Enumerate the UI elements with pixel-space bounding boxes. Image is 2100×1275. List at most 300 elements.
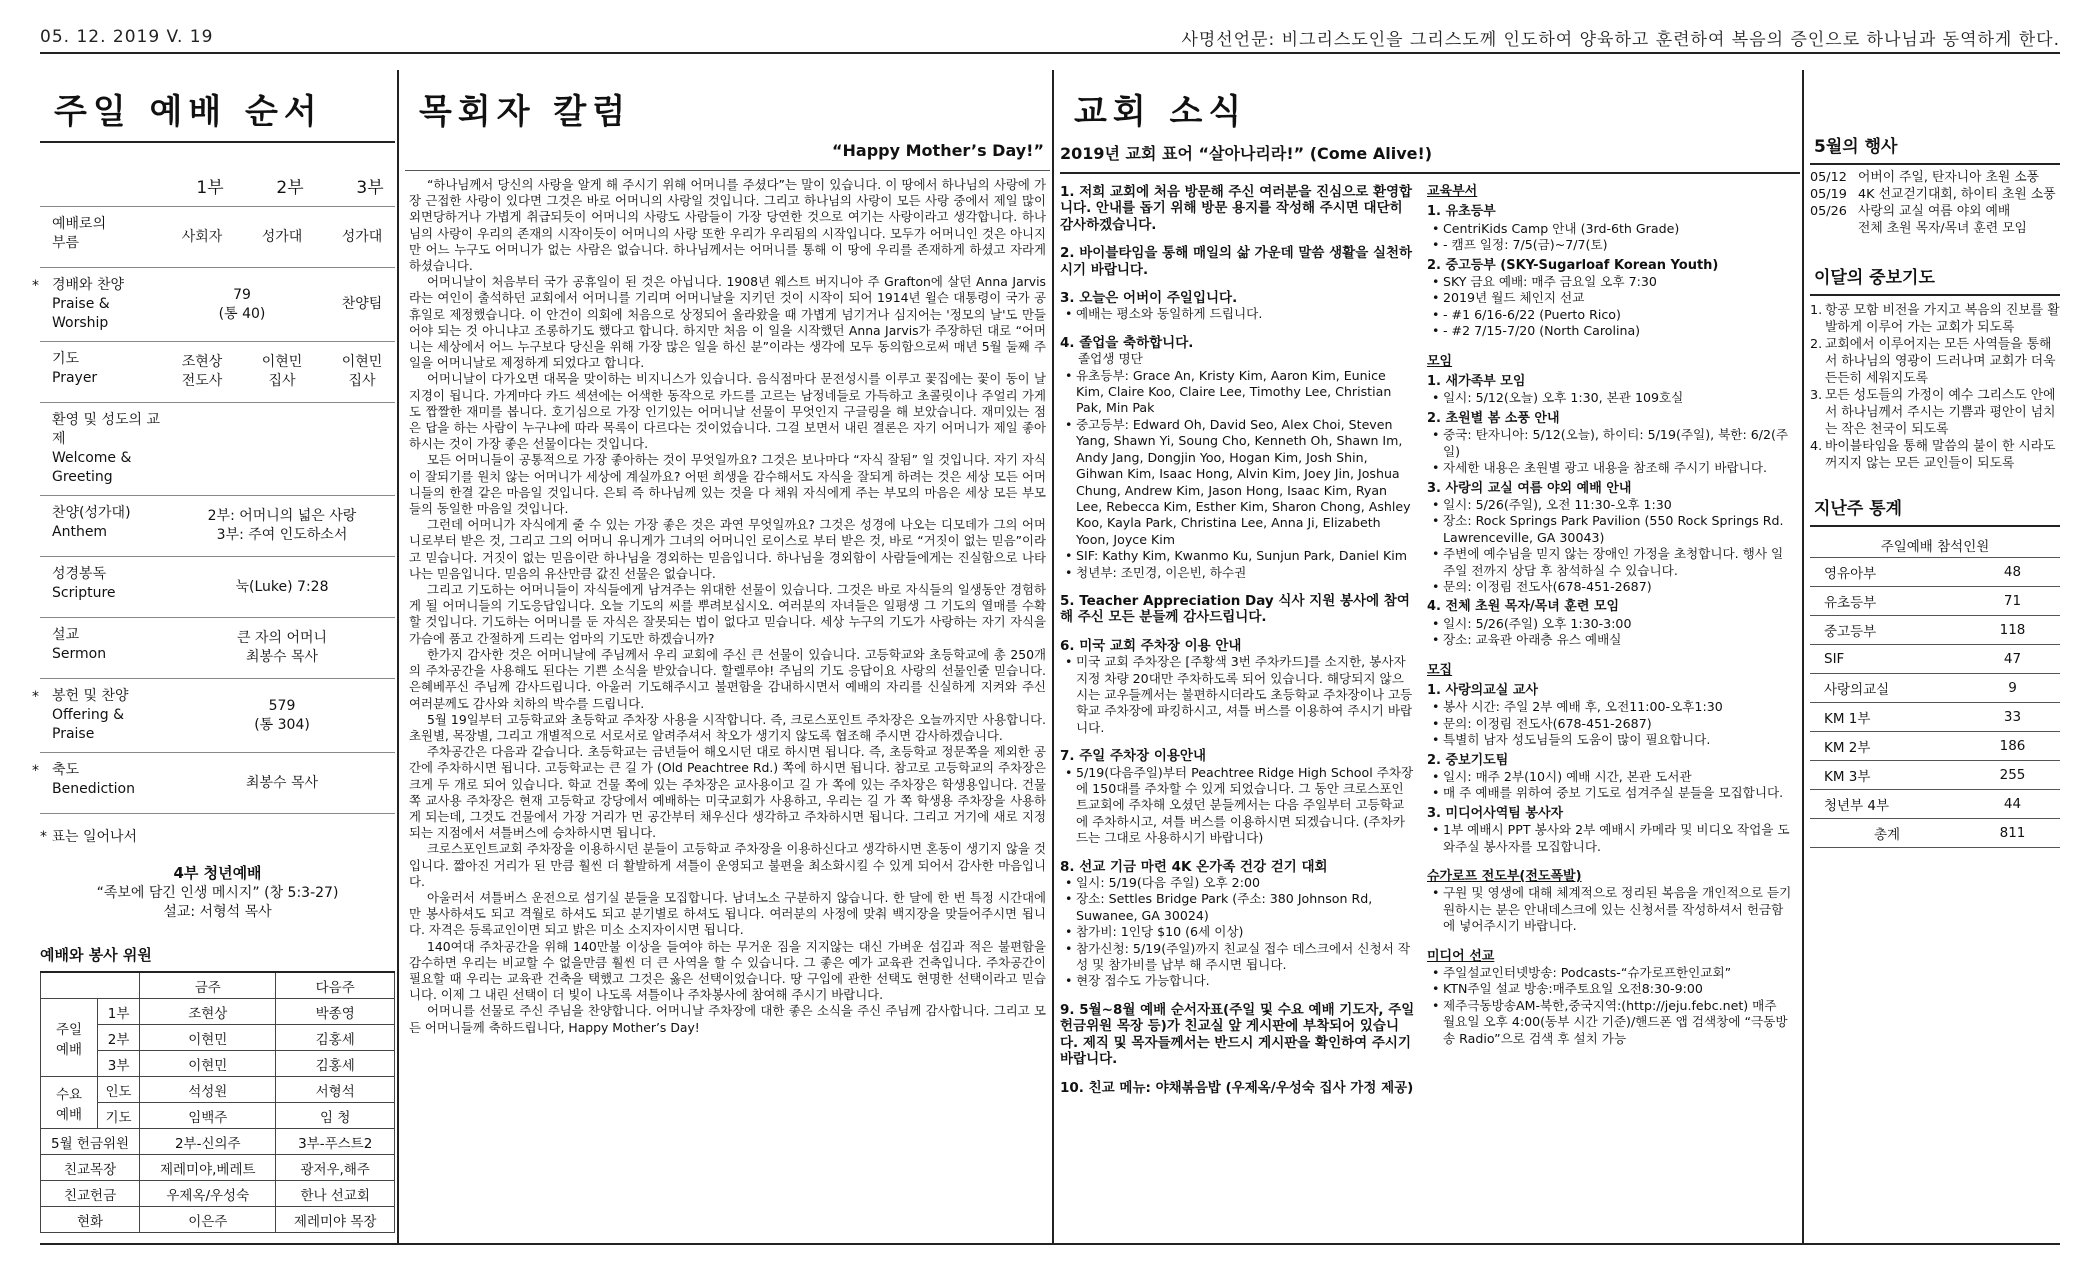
- prayer-text: 항공 모함 비전을 가지고 복음의 진보를 활발하게 이루어 가는 교회가 되도록: [1825, 303, 2060, 335]
- news-bullet: • 청년부: 조민경, 이은빈, 하수권: [1076, 565, 1415, 581]
- order-label-en: Benediction: [52, 781, 135, 797]
- standing-note: * 표는 일어나서: [40, 813, 395, 846]
- order-label-en: Anthem: [52, 524, 108, 540]
- order-label-en: Offering & Praise: [52, 707, 125, 742]
- order-value: [162, 578, 402, 597]
- department-bullet: • - #2 7/15-7/20 (North Carolina): [1443, 323, 1792, 339]
- order-label: [52, 215, 162, 259]
- department-heading: 슈가로프 전도부(전도폭발): [1427, 869, 1582, 885]
- news-item-title: 9. 5월~8월 예배 순서자표(주일 및 수요 예배 기도자, 주일 헌금위원 목장 등)가 친교실 앞 게시판에 부착되어 있습니다. 제직 및 목자들께서는 반드시 게시판을 확인하여 주시기 바랍니다.: [1060, 1001, 1415, 1068]
- attendance-table: [1810, 557, 2060, 848]
- committee-sub: 인도: [98, 1077, 140, 1103]
- department-bullets: [1427, 274, 1792, 340]
- news-item-title: 7. 주일 주차장 이용안내: [1060, 748, 1206, 765]
- worship-order-row: [40, 206, 395, 267]
- committee-next-week: 김홍세: [276, 1051, 395, 1077]
- attendance-group: 중고등부: [1810, 616, 1965, 645]
- department-item-title: 3. 사랑의 교실 여름 야외 예배 안내: [1427, 480, 1632, 496]
- news-item-title: 10. 친교 메뉴: 야채볶음밥 (우제옥/우성숙 집사 가정 제공): [1060, 1079, 1414, 1096]
- news-item-title: 1. 저희 교회에 처음 방문해 주신 여러분을 진심으로 환영합니다. 안내를 돕기 위해 방문 용지를 작성해 주시면 대단히 감사하겠습니다.: [1060, 184, 1413, 233]
- event-text: 전체 초원 목자/목녀 훈련 모임: [1858, 221, 2027, 236]
- order-label-en: Prayer: [52, 370, 98, 386]
- order-label: [52, 411, 162, 487]
- service-columns-header: [60, 173, 395, 198]
- committee-row: [41, 1077, 395, 1103]
- attendance-count: 71: [1965, 587, 2060, 616]
- service-committee-title: 예배와 봉사 위원: [40, 946, 152, 964]
- department-heading: 모임: [1427, 353, 1453, 369]
- department-bullet: • 봉사 시간: 주일 2부 예배 후, 오전11:00-오후1:30: [1443, 699, 1792, 715]
- news-item: [1060, 1002, 1415, 1068]
- attendance-group: 사랑의교실: [1810, 674, 1965, 703]
- department-bullet: • 2019년 월드 체인지 선교: [1443, 290, 1792, 306]
- order-value-line: 최봉수 목사: [245, 774, 319, 791]
- attendance-row: [1810, 558, 2060, 587]
- order-value-name: 조현상: [181, 354, 223, 370]
- order-label-ko: 축도: [52, 762, 80, 778]
- department-item: [1427, 599, 1792, 648]
- committee-next-week: 광저우,해주: [276, 1155, 395, 1181]
- attendance-count: 118: [1965, 616, 2060, 645]
- committee-sub: 기도: [98, 1103, 140, 1129]
- column-divider: [397, 70, 399, 1243]
- standing-mark: *: [32, 278, 39, 294]
- attendance-group: 유초등부: [1810, 587, 1965, 616]
- order-value-line: 큰 자의 어머니: [236, 630, 328, 646]
- column-paragraph: 아울러서 셔틀버스 운전으로 섬기실 분들을 모집합니다. 남녀노소 구분하지 않습니다. 한 달에 한 번 특정 시간대에만 봉사하셔도 되고 격월로 하셔도 되고 분기별로 하셔도 됩니다. 여러분의 사정에 맞춰 백지장을 맞들어주시면 됩니다. 자격은 등록교인이면 되고 밝은 미소 소지자이시면 됩니다.: [409, 889, 1046, 938]
- department-bullet: • 문의: 이정림 전도사(678-451-2687): [1443, 579, 1792, 595]
- order-value-title: 집사: [348, 373, 376, 389]
- prayer-item: [1810, 438, 2060, 472]
- department-bullets: [1427, 221, 1792, 254]
- worship-order-row: [40, 402, 395, 495]
- event-date: 05/26: [1810, 204, 1847, 219]
- committee-row: [41, 1207, 395, 1233]
- department-item: [1427, 204, 1792, 253]
- committee-this-week: 이현민: [140, 1025, 276, 1051]
- attendance-row: [1810, 645, 2060, 674]
- event-date: 05/12: [1810, 170, 1847, 185]
- order-value-name: 사회자: [181, 228, 223, 245]
- service-committee-table: [40, 971, 395, 1233]
- order-label-ko: 봉헌 및 찬양: [52, 688, 129, 704]
- news-item: [1060, 638, 1415, 736]
- attendance-count: 9: [1965, 674, 2060, 703]
- order-value: [162, 507, 402, 545]
- column-paragraph: 어머니날이 다가오면 대목을 맞이하는 비지니스가 있습니다. 음식점마다 문전성시를 이루고 꽃집에는 꽃이 동이 날 지경이 됩니다. 가게마다 카드 섹션에는 어색한 동작으로 카드를 고르는 남정네들로 가득하고 초콜릿이나 주얼리 가게도 짭짤한 재미를 봅니다. 호기심으로 가장 인기있는 어머니날 선물이 무엇인지 구글링을 해 보았습니다. 재미있는 점은 답을 하는 사람이 누구냐에 따라 목록이 다르다는 것이었습니다. 그걸 보면서 내린 결론은 자기 어머니가 제일 좋아하시는 것이 가장 좋은 선물이다는 것입니다.: [409, 371, 1046, 452]
- department-item-title: 1. 사랑의교실 교사: [1427, 682, 1538, 698]
- order-value-name: 성가대: [261, 228, 303, 245]
- news-item-bullets: [1060, 875, 1415, 990]
- order-label-en: Sermon: [52, 646, 107, 662]
- order-value-name: 성가대: [341, 228, 383, 245]
- attendance-group: 영유아부: [1810, 558, 1965, 587]
- attendance-total-row: [1810, 819, 2060, 848]
- department-item-title: 1. 유초등부: [1427, 204, 1496, 220]
- column-paragraph: 어머니를 선물로 주신 주님을 찬양합니다. 어머니날 주차장에 대한 좋은 소식을 주신 주님께 감사합니다. 그리고 모든 어머니들께 축하드립니다, Happy Mother’s Day!: [409, 1003, 1046, 1035]
- department-bullets: [1427, 885, 1792, 934]
- footer-line: [40, 1243, 2060, 1245]
- department-bullet: • 제주극동방송AM-북한,중국지역:(http://jeju.febc.net) 매주 월요일 오후 4:00(동부 시간 기준)/핸드폰 앱 검색창에 “극동방송 Radio”으로 검색 후 설치 가능: [1443, 998, 1792, 1047]
- divider: [40, 141, 395, 143]
- news-column: [1060, 70, 1800, 1243]
- column-paragraph: 모든 어머니들이 공통적으로 가장 좋아하는 것이 무엇일까요? 그것은 보나마다 “자식 잘됨” 일 것입니다. 자기 자식이 잘되기를 원치 않는 어머니가 세상에 계실까요? 어떤 희생을 감수해서도 자식을 잘되게 하려는 것은 세상 모든 어머니들의 한결 같은 마음일 것입니다. 은퇴 즉 하나님께 있는 것을 다 채워 자식에게 주는 부모의 마음은 세상 모든 부모들의 동일한 마음일 것입니다.: [409, 452, 1046, 517]
- department-bullet: • 일시: 5/26(주일) 오후 1:30-3:00: [1443, 616, 1792, 632]
- order-label-en: Scripture: [52, 585, 116, 601]
- order-label-ko: 환영 및 성도의 교제: [52, 412, 161, 447]
- service-col-2: 2부: [276, 178, 304, 198]
- order-label-ko: 예배로의: [52, 216, 107, 232]
- news-item: [1060, 859, 1415, 990]
- order-label-ko: 성경봉독: [52, 566, 107, 582]
- department-bullets: [1427, 616, 1792, 649]
- news-title: 교회 소식: [1074, 92, 1248, 132]
- committee-row: [41, 1155, 395, 1181]
- attendance-count: 33: [1965, 703, 2060, 732]
- news-item-title: 5. Teacher Appreciation Day 식사 지원 봉사에 참여해 주신 모든 분들께 감사드립니다.: [1060, 592, 1410, 626]
- youth-service-text: “족보에 담긴 인생 메시지” (창 5:3-27): [96, 885, 339, 901]
- committee-next-week: 임 청: [276, 1103, 395, 1129]
- service-col-3: 3부: [356, 178, 384, 198]
- department-item: [1427, 683, 1792, 749]
- worship-order-row: [40, 495, 395, 556]
- divider: [1810, 525, 2060, 527]
- department-bullets: [1427, 497, 1792, 595]
- committee-next-week: 김홍세: [276, 1025, 395, 1051]
- hymn-number: [162, 286, 322, 324]
- stats-caption: 주일예배 참석인원: [1880, 539, 1990, 555]
- order-value: [162, 774, 402, 793]
- news-item-bullets: [1060, 368, 1415, 581]
- column-paragraph: 어머니날이 처음부터 국가 공휴일이 된 것은 아닙니다. 1908년 웨스트 버지니아 주 Grafton에 살던 Anna Jarvis라는 여인이 출석하던 교회에서 어머니를 기리며 어머니날을 지키던 것이 시작이 되어 1914년 윌슨 대통령이 국가 공휴일로 제정했습니다. 이 안건이 의회에 처음으로 상정되어 올라왔을 때 가볍게 넘기거나 심지어는 '정모의 날'도 만들어야 되는 것 아니냐고 조롱하기도 했다고 합니다. 하지만 처음 이 일을 시작했던 Anna Jarvis가 주장하던 대로 “어머니는 세상에서 어느 누구보다 당신을 위해 가장 많은 일을 하신 분”이라는 생각에 모두 동의함으로써 매년 5월 둘째 주일을 어머니날로 제정하게 되었다고 합니다.: [409, 274, 1046, 371]
- committee-sub: 1부: [98, 999, 140, 1025]
- attendance-group: SIF: [1810, 645, 1965, 674]
- column-divider: [1052, 70, 1054, 1243]
- department-bullet: • 일시: 5/26(주일), 오전 11:30-오후 1:30: [1443, 497, 1792, 513]
- order-value: [322, 353, 402, 391]
- attendance-row: [1810, 732, 2060, 761]
- order-label-ko: 설교: [52, 627, 80, 643]
- department-bullet: • 문의: 이정림 전도사(678-451-2687): [1443, 716, 1792, 732]
- department-bullet: • 장소: Rock Springs Park Pavilion (550 Rock Springs Rd. Lawrenceville, GA 30043): [1443, 513, 1792, 546]
- column-paragraph: 그런데 어머니가 자식에게 줄 수 있는 가장 좋은 것은 과연 무엇일까요? 그것은 성경에 나오는 디모데가 그의 어머니로부터 받은 것, 그리고 그의 어머니 유니게가 그녀의 어머니인 로이스로 부터 받은 것, 바로 “거짓이 없는 믿음”이라고 믿습니다. 거짓이 없는 믿음이란 하나님을 경외하는 믿음입니다. 하나님을 경외함이 사람들에게는 진실함으로 나타나는 믿음입니다. 믿음의 유산만큼 값진 선물은 없습니다.: [409, 517, 1046, 581]
- page-header: [40, 22, 2060, 54]
- committee-next-week: 박종영: [276, 999, 395, 1025]
- department-bullet: • 주변에 예수님을 믿지 않는 장애인 가정을 초청합니다. 행사 일주일 전까지 상담 후 참석하실 수 있습니다.: [1443, 546, 1792, 579]
- committee-this-week: 이은주: [140, 1207, 276, 1233]
- department-news: [1427, 184, 1792, 1108]
- order-value: [162, 697, 402, 735]
- order-label-en: Worship: [52, 315, 109, 331]
- news-item-title: 4. 졸업을 축하합니다.: [1060, 334, 1194, 351]
- youth-service-title: 4부 청년예배: [173, 864, 262, 882]
- department-item-title: 1. 새가족부 모임: [1427, 374, 1526, 390]
- worship-title: 주일 예배 순서: [54, 92, 323, 132]
- hymn-number-new: 79: [233, 286, 251, 303]
- department-bullet: • 일시: 5/12(오늘) 오후 1:30, 본관 109호실: [1443, 390, 1792, 406]
- department-bullets: [1427, 822, 1792, 855]
- prayer-number: 2.: [1810, 337, 1823, 352]
- order-value: [242, 228, 322, 247]
- news-item-title: 8. 선교 기금 마련 4K 온가족 건강 걷기 대회: [1060, 858, 1328, 875]
- news-item: [1060, 245, 1415, 278]
- order-label: [52, 761, 162, 805]
- news-subtitle: 2019년 교회 표어 “살아나리라!” (Come Alive!): [1060, 144, 1433, 163]
- prayer-number: 4.: [1810, 439, 1823, 454]
- news-item-title: 6. 미국 교회 주차장 이용 안내: [1060, 637, 1242, 654]
- order-values: [162, 215, 402, 259]
- divider: [1810, 294, 2060, 296]
- committee-row: [41, 1181, 395, 1207]
- committee-next-week: 제레미야 목장: [276, 1207, 395, 1233]
- column-paragraph: 한가지 감사한 것은 어머니날에 주님께서 우리 교회에 주신 큰 선물이 있습니다. 고등학교와 초등학교에 총 250개의 주차공간을 사용해도 된다는 기쁜 소식을 받았습니다. 할렐루야! 주님의 기도 응답이요 사랑의 선물인줄 믿습니다. 은혜베푸신 주님께 감사드립니다. 아울러 기도해주시고 불편함을 감내하시면서 예배의 자리를 신실하게 지켜와 주신 여러분께도 감사와 치하의 박수를 드립니다.: [409, 646, 1046, 711]
- news-item-note: 졸업생 명단: [1078, 351, 1143, 367]
- department-item-title: 2. 중보기도팀: [1427, 752, 1509, 768]
- order-value: [162, 353, 242, 391]
- attendance-total-count: 811: [1965, 819, 2060, 848]
- committee-this-week: 우제옥/우성숙: [140, 1181, 276, 1207]
- committee-next-week: 한나 선교회: [276, 1181, 395, 1207]
- order-value: [162, 629, 402, 667]
- order-value-line: 579: [268, 697, 296, 714]
- prayer-number: 3.: [1810, 388, 1823, 403]
- department-item-title: 3. 미디어사역팀 봉사자: [1427, 805, 1564, 821]
- news-bullet: • 중고등부: Edward Oh, David Seo, Alex Choi, Steven Yang, Shawn Yi, Soung Cho, Kenneth Oh, Shawn Im, Andy Jang, Dongjin Yoo, Hogan Kim, Josh Shin, Gihwan Kim, Isaac Hong, Alvin Kim, Joey Jin, Joshua Chung, Andrew Kim, Jason Hong, Isaac Kim, Ryan Lee, Rebecca Kim, Esther Kim, Sharon Chong, Ashley Koo, Kayla Park, Christina Lee, Anna Ji, Elizabeth Yoon, Joyce Kim: [1076, 417, 1415, 548]
- order-label-en: 부름: [52, 235, 80, 251]
- column-divider: [1802, 70, 1804, 1243]
- news-item-bullets: [1060, 765, 1415, 847]
- department-bullet: • 특별히 남자 성도님들의 도움이 많이 필요합니다.: [1443, 732, 1792, 748]
- mission-statement: 사명선언문: 비그리스도인을 그리스도께 인도하여 양육하고 훈련하여 복음의 증인으로 하나님과 동역하게 한다.: [1181, 29, 2060, 50]
- news-item-bullets: [1060, 654, 1415, 736]
- worship-order-row: [40, 341, 395, 402]
- news-item: [1060, 290, 1415, 323]
- department-heading: 미디어 선교: [1427, 948, 1495, 964]
- news-bullet: • 참가신청: 5/19(주일)까지 친교실 접수 데스크에서 신청서 작성 및 참가비를 납부 해 주시면 됩니다.: [1076, 941, 1415, 974]
- column-paragraph: 크로스포인트교회 주차장을 이용하시던 분들이 고등학교 주차장을 이용하신다고 생각하시면 혼동이 생기지 않을 것입니다. 짧아진 거리가 된 만큼 훨씬 더 활발하게 셔틀이 운영되고 불편을 최소화시킬 수 있게 되어서 감사한 마음입니다.: [409, 841, 1046, 889]
- news-bullet: • 참가비: 1인당 $10 (6세 이상): [1076, 924, 1415, 940]
- order-label-ko: 기도: [52, 351, 80, 367]
- event-text: 어버이 주일, 탄자니아 초원 소풍: [1858, 170, 2040, 185]
- order-value-line: 2부: 어머니의 넓은 사랑: [207, 508, 357, 524]
- prayer-item: [1810, 336, 2060, 387]
- department-bullet: • 매 주 예배를 위하여 중보 기도로 섬겨주실 분들을 모집합니다.: [1443, 785, 1792, 801]
- department-bullet: • 중국: 탄자니아: 5/12(오늘), 하이티: 5/19(주일), 북한: 6/2(주일): [1443, 427, 1792, 460]
- order-value-name: 이현민: [341, 354, 383, 370]
- order-label-en: Welcome & Greeting: [52, 450, 132, 485]
- column-paragraph: 5월 19일부터 고등학교와 초등학교 주차장 사용을 시작합니다. 즉, 크로스포인트 주차장은 오늘까지만 사용합니다. 초원별, 목장별, 그리고 개별적으로 서로서로 알려주셔서 착오가 생기지 않도록 협조해 주시면 감사하겠습니다.: [409, 711, 1046, 743]
- sidebar-column: [1810, 70, 2060, 1243]
- department-item: [1427, 481, 1792, 596]
- committee-role: 5월 헌금위원: [41, 1129, 140, 1155]
- attendance-group: 청년부 4부: [1810, 790, 1965, 819]
- attendance-count: 255: [1965, 761, 2060, 790]
- department-heading: 교육부서: [1427, 184, 1478, 199]
- news-bullet: • 예배는 평소와 동일하게 드립니다.: [1076, 306, 1415, 322]
- event-row: [1810, 220, 2060, 237]
- committee-this-week: 2부-신의주: [140, 1129, 276, 1155]
- prayer-item: [1810, 387, 2060, 438]
- youth-service-preacher: 설교: 서형석 목사: [163, 904, 272, 920]
- committee-role: 친교헌금: [41, 1181, 140, 1207]
- hymn-number-old: (통 40): [218, 305, 266, 322]
- department-bullets: [1427, 427, 1792, 476]
- column-paragraph: “하나님께서 당신의 사랑을 알게 해 주시기 위해 어머니를 주셨다”는 말이 있습니다. 이 땅에서 하나님의 사랑에 가장 근접한 사랑이 있다면 그것은 바로 어머니의 사랑일 것입니다. 그리고 하나님의 사랑이 모든 사랑 중에서 제일 많이 외면당하거나 가볍게 취급되듯이 어머니의 사랑도 사람들이 가장 당연한 것으로 여기는 사랑이라고 생각합니다. 하나님의 사랑이 우리의 존재의 시작이듯이 어머니의 사랑 또한 우리가 우리됨의 시작입니다. 모두가 어머니인 것은 아니지만 어느 누구도 어머니가 없는 사람은 없습니다. 하나님께서는 어머니를 통해 이 땅에 우리를 존재하게 하셨고 자라게 하셨습니다.: [409, 177, 1046, 274]
- order-values: [162, 350, 402, 394]
- news-bullet: • 미국 교회 주차장은 [주황색 3번 주차카드]를 소지한, 봉사자 지정 차량 20대만 주차하도록 되어 있습니다. 해당되지 않으시는 교우들께서는 불편하시더라도 초등학교 주차장이나 고등학교 주차장에 파킹하시고, 셔틀 버스를 이용하여 주시기 바랍니다.: [1076, 654, 1415, 736]
- prayer-number: 1.: [1810, 303, 1823, 318]
- prayer-item: [1810, 302, 2060, 336]
- department-item: [1427, 885, 1792, 934]
- committee-row: [41, 1129, 395, 1155]
- committee-role: 현화: [41, 1207, 140, 1233]
- department-item-title: 2. 초원별 봄 소풍 안내: [1427, 410, 1560, 426]
- order-value-title: 전도사: [181, 373, 223, 389]
- next-week-header: 다음주: [276, 972, 395, 999]
- department-bullets: [1427, 699, 1792, 748]
- this-week-header: 금주: [140, 972, 276, 999]
- event-date: 05/19: [1810, 187, 1847, 202]
- attendance-count: 44: [1965, 790, 2060, 819]
- committee-this-week: 임백주: [140, 1103, 276, 1129]
- department-bullet: • KTN주일 설교 방송:매주토요일 오전8:30-9:00: [1443, 981, 1792, 997]
- worship-order-list: [32, 206, 395, 813]
- committee-sub: 2부: [98, 1025, 140, 1051]
- events-title: 5월의 행사: [1814, 137, 1898, 157]
- column-paragraph: 주차공간은 다음과 같습니다. 초등학교는 금년들어 해오시던 대로 하시면 됩니다. 즉, 초등학교 정문쪽을 제외한 공간에 주차하시면 됩니다. 고등학교는 큰 길 가 (Old Peachtree Rd.) 쪽에 하시면 됩니다. 참고로 고등학교의 주차장은 크게 두 개로 되어 있습니다. 학교 건물 쪽에 있는 주차장은 교사용이고 길 가 쪽에 있는 주차장은 학생용입니다. 건물 쪽 교사용 주차장은 현재 고등학교 강당에서 예배하는 미국교회가 사용하고, 우리는 길 가 쪽 학생용 주차장을 사용하게 되는데, 그것도 건물에서 가장 거리가 먼 공간부터 채우신다 생각하고 주차하시면 됩니다. 그리고 거기에 새로 지정되는 지점에서 셔틀버스에 승차하시면 됩니다.: [409, 744, 1046, 841]
- divider: [1810, 163, 2060, 165]
- department-heading: 모집: [1427, 662, 1453, 678]
- order-value: [322, 228, 402, 247]
- committee-this-week: 석성원: [140, 1077, 276, 1103]
- order-label-en: Praise &: [52, 296, 110, 312]
- committee-next-week: 3부-푸스트2: [276, 1129, 395, 1155]
- pastor-column-subtitle: “Happy Mother’s Day!”: [832, 141, 1044, 160]
- order-value: [162, 228, 242, 247]
- order-value-line: 눅(Luke) 7:28: [235, 578, 329, 595]
- committee-group: 주일 예배: [41, 999, 98, 1077]
- order-label: [52, 504, 162, 548]
- attendance-row: [1810, 790, 2060, 819]
- attendance-group: KM 1부: [1810, 703, 1965, 732]
- news-list: [1060, 184, 1427, 1108]
- department-item: [1427, 374, 1792, 407]
- department-bullet: • 주일설교인터넷방송: Podcasts-“슈가로프한인교회”: [1443, 965, 1792, 981]
- department-bullet: • - #1 6/16-6/22 (Puerto Rico): [1443, 307, 1792, 323]
- order-value-title: 집사: [268, 373, 296, 389]
- attendance-total-label: 총계: [1810, 819, 1965, 848]
- worship-column: [32, 70, 395, 1243]
- department-bullet: • 일시: 매주 2부(10시) 예배 시간, 본관 도서관: [1443, 769, 1792, 785]
- department-item: [1427, 411, 1792, 477]
- order-label-ko: 찬양(성가대): [52, 505, 131, 521]
- attendance-count: 47: [1965, 645, 2060, 674]
- department-item: [1427, 965, 1792, 1047]
- prayer-text: 바이블타임을 통해 말씀의 불이 한 시라도 꺼지지 않는 모든 교인들이 되도록: [1825, 439, 2056, 471]
- stats-title: 지난주 통계: [1814, 499, 1903, 519]
- committee-this-week: 제레미야,베레트: [140, 1155, 276, 1181]
- pastor-column-title: 목회자 칼럼: [419, 92, 632, 132]
- order-value: [242, 353, 322, 391]
- standing-mark: *: [32, 763, 39, 779]
- news-item: [1060, 593, 1415, 626]
- order-value-name: 이현민: [261, 354, 303, 370]
- department-item-title: 2. 중고등부 (SKY-Sugarloaf Korean Youth): [1427, 257, 1719, 273]
- news-bullet: • 장소: Settles Bridge Park (주소: 380 Johnson Rd, Suwanee, GA 30024): [1076, 891, 1415, 924]
- committee-sub: 3부: [98, 1051, 140, 1077]
- news-item-title: 2. 바이블타임을 통해 매일의 삶 가운데 말씀 생활을 실천하시기 바랍니다.: [1060, 245, 1413, 278]
- worship-order-row: [40, 617, 395, 678]
- department-item: [1427, 806, 1792, 855]
- department-bullet: • CentriKids Camp 안내 (3rd-6th Grade): [1443, 221, 1792, 237]
- divider: [1060, 172, 1800, 174]
- order-label: [52, 565, 162, 609]
- news-item: [1060, 1080, 1415, 1096]
- attendance-row: [1810, 761, 2060, 790]
- committee-role: 친교목장: [41, 1155, 140, 1181]
- prayer-text: 교회에서 이루어지는 모든 사역들을 통해서 하나님의 영광이 드러나며 교회가 더욱 든든히 세워지도록: [1825, 337, 2056, 386]
- pastor-column-body: [405, 171, 1050, 1036]
- event-text: 4K 선교걷기대회, 하이티 초원 소풍: [1858, 187, 2056, 202]
- service-col-1: 1부: [196, 178, 224, 198]
- news-bullet: • 유초등부: Grace An, Kristy Kim, Aaron Kim, Eunice Kim, Claire Koo, Claire Lee, Timothy Lee, Christian Pak, Min Pak: [1076, 368, 1415, 417]
- department-bullet: • 장소: 교육관 아래층 유스 예배실: [1443, 632, 1792, 648]
- pastor-column: [405, 70, 1050, 1243]
- news-bullet: • 현장 접수도 가능합니다.: [1076, 973, 1415, 989]
- news-bullet: • SIF: Kathy Kim, Kwanmo Ku, Sunjun Park, Daniel Kim: [1076, 548, 1415, 564]
- committee-next-week: 서형석: [276, 1077, 395, 1103]
- department-bullet: • 구원 및 영생에 대해 체계적으로 정리된 복음을 개인적으로 듣기 원하시는 분은 안내데스크에 있는 신청서를 작성하셔서 헌금함에 넣어주시기 바랍니다.: [1443, 885, 1792, 934]
- order-value-line: (통 304): [254, 716, 310, 733]
- attendance-count: 48: [1965, 558, 2060, 587]
- department-item-title: 4. 전체 초원 목자/목녀 훈련 모임: [1427, 599, 1620, 615]
- attendance-row: [1810, 703, 2060, 732]
- department-bullets: [1427, 769, 1792, 802]
- prayer-list: [1810, 302, 2060, 472]
- attendance-group: KM 2부: [1810, 732, 1965, 761]
- event-text: 사랑의 교실 여름 야외 예배: [1858, 204, 2011, 219]
- department-bullet: • - 캠프 일정: 7/5(금)~7/7(토): [1443, 237, 1792, 253]
- news-item-bullets: [1060, 306, 1415, 322]
- order-label: [52, 350, 162, 394]
- news-item-title: 3. 오늘은 어버이 주일입니다.: [1060, 290, 1238, 307]
- worship-order-row: [32, 752, 395, 813]
- order-value-line: 3부: 주여 인도하소서: [216, 527, 348, 543]
- attendance-row: [1810, 587, 2060, 616]
- order-label: [52, 687, 162, 744]
- column-paragraph: 140여대 주차공간을 위해 140만불 이상을 들여야 하는 무거운 짐을 지지않는 대신 가벼운 섬김과 적은 불편함을 감수하면 우리는 비교할 수 없을만큼 훨씬 더 큰 사역을 할 수 있습니다. 그 좋은 예가 교육관 건축입니다. 주차공간이 필요할 때 우리는 교육관 건축을 택했고 그것은 옳은 선택이었습니다. 땅 구입에 관한 선택도 현명한 선택이라고 믿습니다. 이제 그 내린 선택이 더 빛이 나도록 셔틀이나 주차봉사에 참여해 주시기 바랍니다.: [409, 938, 1046, 1003]
- department-bullet: • 자세한 내용은 초원별 광고 내용을 참조해 주시기 바랍니다.: [1443, 460, 1792, 476]
- order-value: 찬양팀: [341, 296, 383, 312]
- news-bullet: • 5/19(다음주일)부터 Peachtree Ridge High School 주차장에 150대를 주차할 수 있게 되었습니다. 그 동안 크로스포인트교회에 주차해 오셨던 분들께서는 다음 주일부터 고등학교에 주차하시고, 셔틀 버스를 이용하시면 되겠습니다. (주차카드는 그대로 사용하시기 바랍니다): [1076, 765, 1415, 847]
- event-row: [1810, 169, 2060, 186]
- column-paragraph: 그리고 기도하는 어머니들이 자식들에게 남겨주는 위대한 선물이 있습니다. 그것은 바로 자식들의 일생동안 경험하게 될 어머니들의 기도응답입니다. 오늘 기도의 씨를 뿌려보십시오. 여러분의 자녀들은 일평생 그 기도의 열매를 수확할 것입니다. 기도하는 어머니를 둔 자식은 잘못되는 법이 없다고 믿습니다. 세상 누구의 기도가 사랑하는 자기 자식을 가슴에 품고 간절하게 드리는 엄마의 기도만 하겠습니까?: [409, 582, 1046, 646]
- events-list: [1810, 169, 2060, 237]
- news-item: [1060, 184, 1415, 233]
- attendance-count: 186: [1965, 732, 2060, 761]
- event-row: [1810, 186, 2060, 203]
- committee-this-week: 조현상: [140, 999, 276, 1025]
- department-bullet: • 1부 예배시 PPT 봉사와 2부 예배시 카메라 및 비디오 작업을 도와주실 봉사자를 모집합니다.: [1443, 822, 1792, 855]
- event-date: [1810, 220, 1858, 237]
- department-bullets: [1427, 965, 1792, 1047]
- attendance-group: KM 3부: [1810, 761, 1965, 790]
- worship-order-row: [40, 556, 395, 617]
- order-label: [52, 276, 162, 333]
- order-value-line: 최봉수 목사: [245, 649, 319, 665]
- worship-order-row: [32, 267, 395, 341]
- department-bullets: [1427, 390, 1792, 406]
